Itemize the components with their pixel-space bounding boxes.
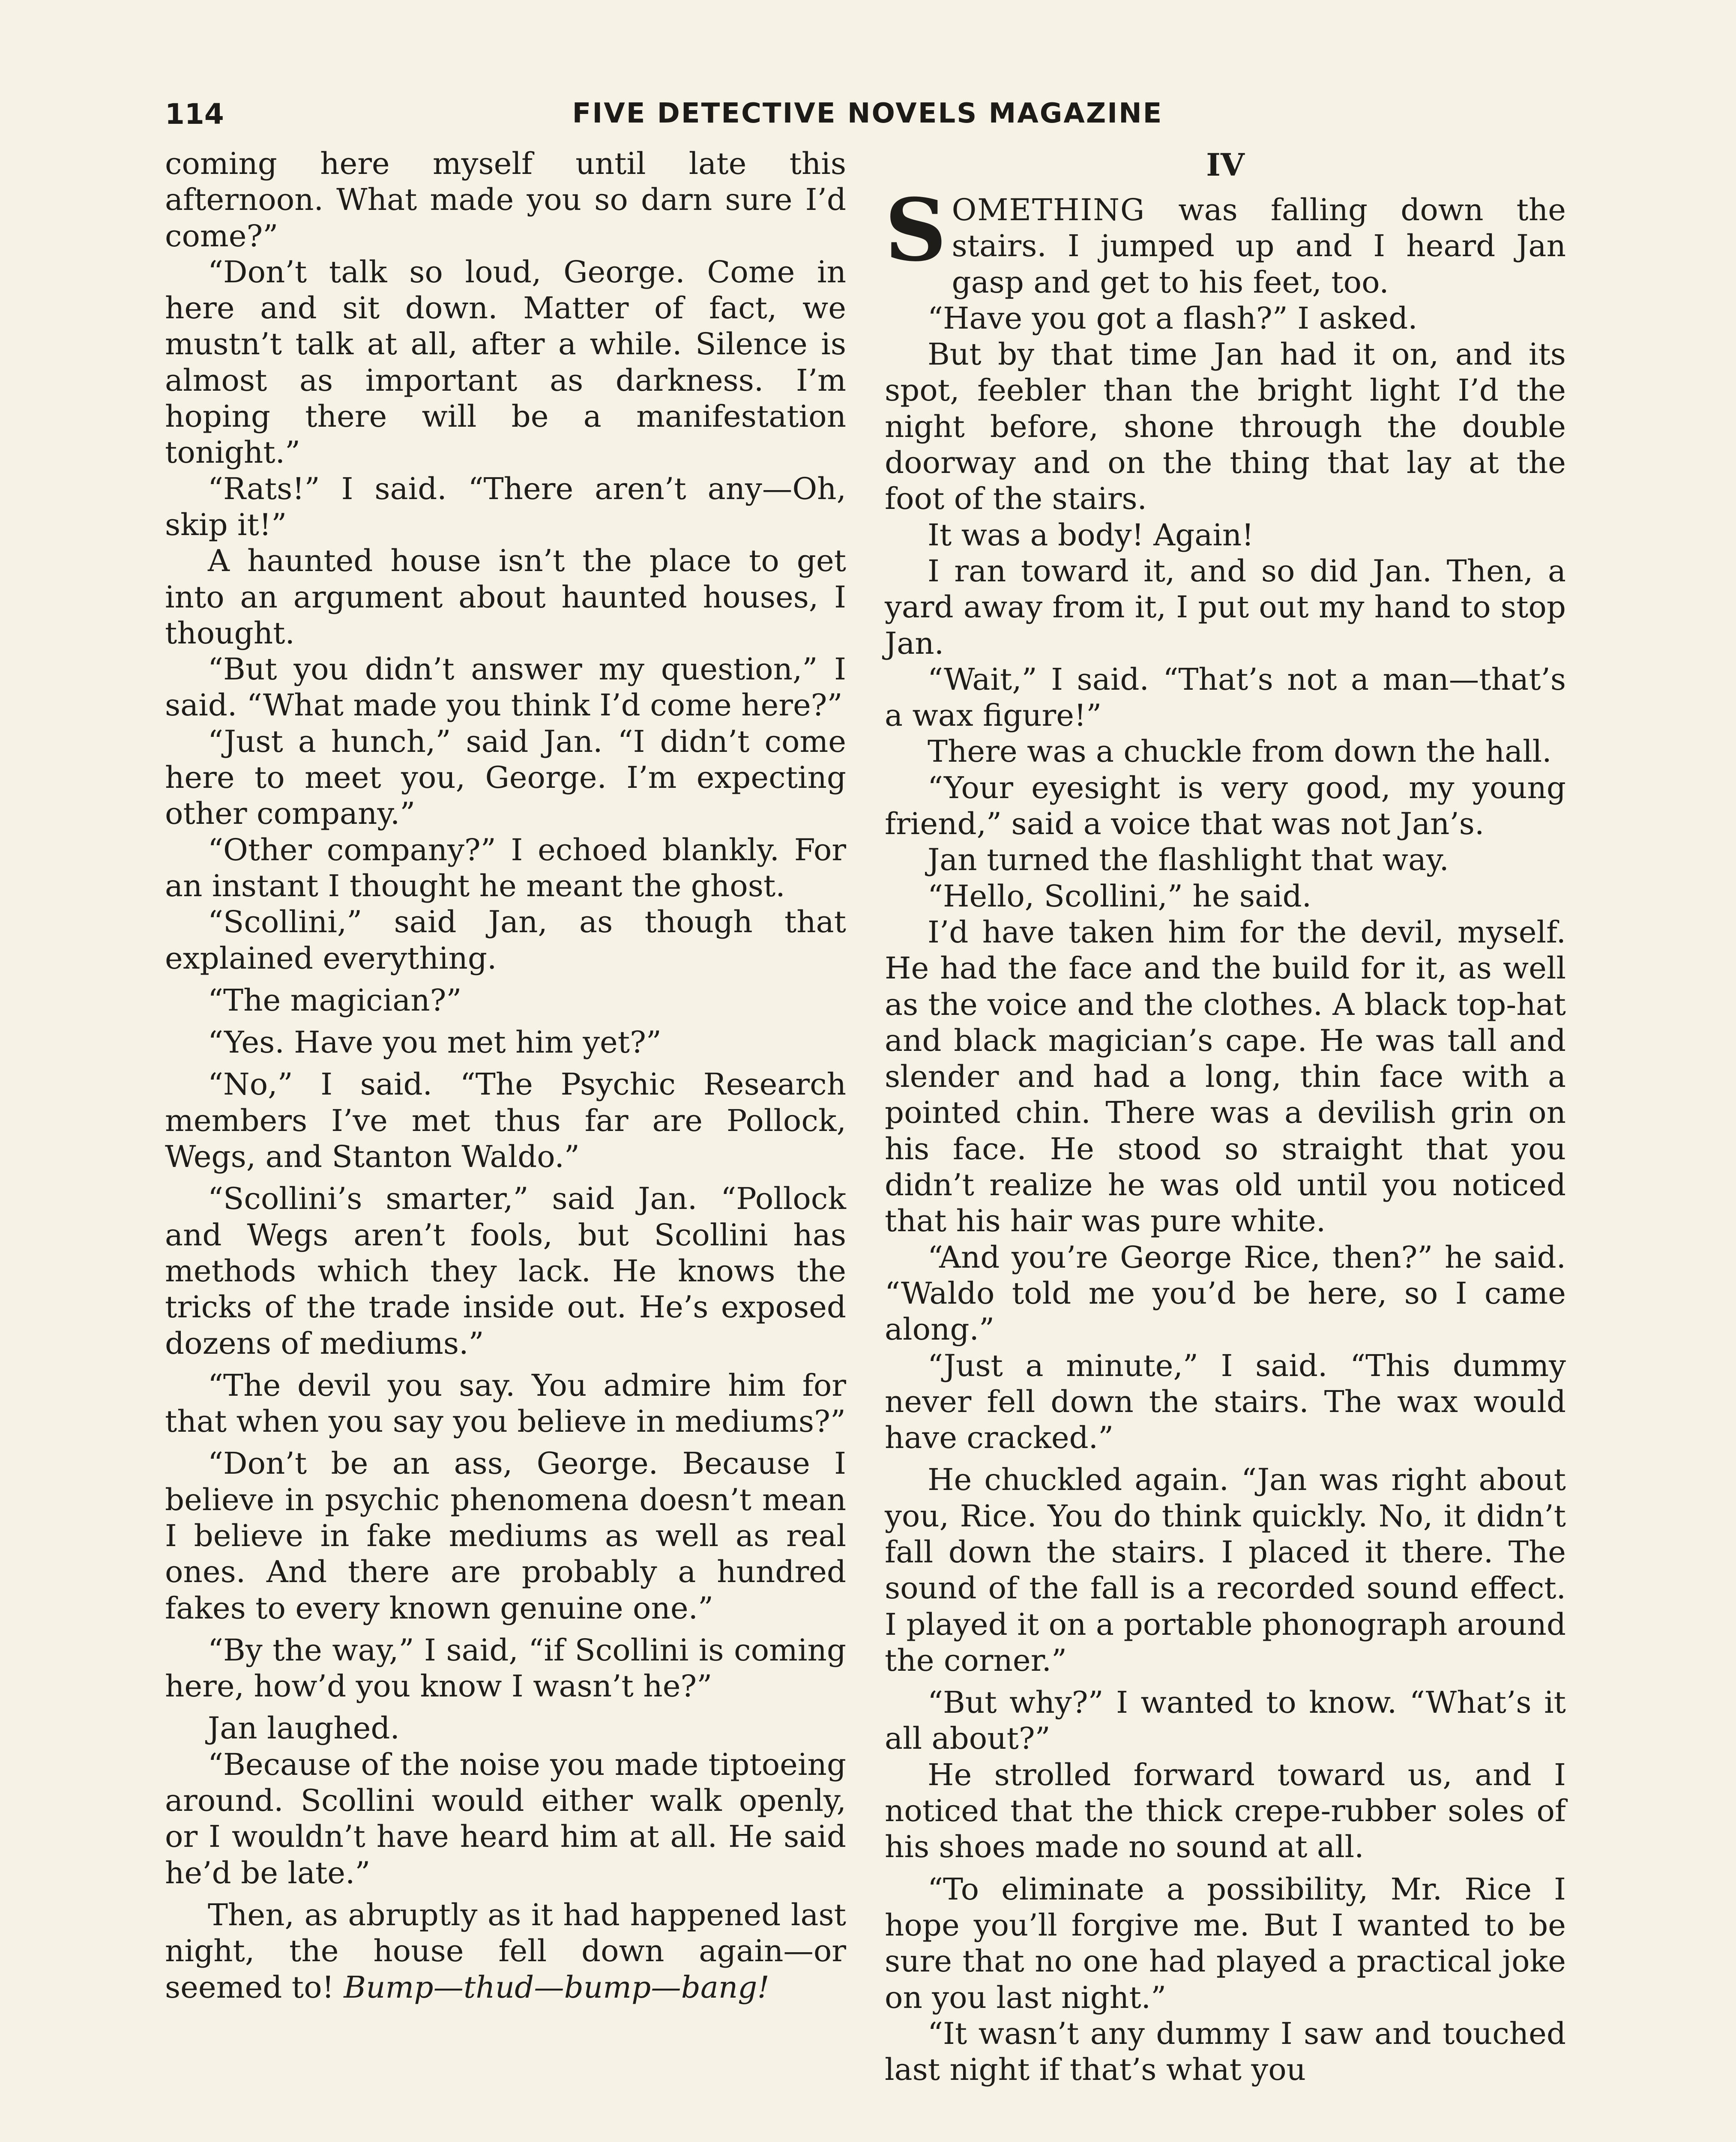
paragraph: I ran toward it, and so did Jan. Then, a yard away from it, I put out my hand to stop Jan. <box>885 553 1566 661</box>
paragraph: “Just a hunch,” said Jan. “I didn’t come here to meet you, George. I’m expecting other company.” <box>165 724 846 832</box>
right-column <box>885 146 1566 2088</box>
paragraph: “Yes. Have you met him yet?” <box>208 1025 661 1060</box>
paragraph: “Wait,” I said. “That’s not a man—that’s a wax figure!” <box>885 661 1566 733</box>
opening-text: was falling down the stairs. I jumped up and I heard Jan gasp and get to his feet, too. <box>952 192 1566 300</box>
paragraph: “The magician?” <box>208 982 462 1018</box>
paragraph: A haunted house isn’t the place to get into an argument about haunted houses, I thought. <box>165 543 846 651</box>
sound-effect-text: Bump—thud—bump—bang! <box>344 1969 769 2005</box>
paragraph: “And you’re George Rice, then?” he said. “Waldo told me you’d be here, so I came along.” <box>885 1239 1566 1347</box>
paragraph: “Other company?” I echoed blankly. For an instant I thought he meant the ghost. <box>165 832 846 903</box>
paragraph: “Hello, Scollini,” he said. <box>928 878 1312 914</box>
paragraph: Jan laughed. <box>208 1711 400 1746</box>
paragraph: “Don’t talk so loud, George. Come in here and sit down. Matter of fact, we mustn’t talk at all, after a while. Silence is almost as important as darkness. I’m hoping there will be a manifestation tonight.” <box>165 254 846 470</box>
paragraph: I’d have taken him for the devil, myself. He had the face and the build for it, as well as the voice and the clothes. A black top-hat and black magician’s cape. He was tall and slender and had a long, thin face with a pointed chin. There was a devilish grin on his face. He stood so straight that you didn’t realize he was old until you noticed that his hair was pure white. <box>885 914 1566 1239</box>
drop-cap: S <box>885 180 947 281</box>
paragraph: “To eliminate a possibility, Mr. Rice I hope you’ll forgive me. But I wanted to be sure that no one had played a practical joke on you last night.” <box>885 1871 1566 2015</box>
paragraph: “It wasn’t any dummy I saw and touched last night if that’s what you <box>885 2016 1566 2088</box>
paragraph: “Your eyesight is very good, my young friend,” said a voice that was not Jan’s. <box>885 770 1566 842</box>
paragraph: “Scollini,” said Jan, as though that explained everything. <box>165 904 846 976</box>
opening-caps: OMETHING <box>952 192 1146 227</box>
paragraph: “No,” I said. “The Psychic Research members I’ve met thus far are Pollock, Wegs, and Stanton Waldo.” <box>165 1067 846 1175</box>
paragraph: “Scollini’s smarter,” said Jan. “Pollock and Wegs aren’t fools, but Scollini has methods which they lack. He knows the tricks of the trade inside out. He’s exposed dozens of mediums.” <box>165 1181 846 1361</box>
paragraph: “But why?” I wanted to know. “What’s it all about?” <box>885 1685 1566 1756</box>
paragraph: “Rats!” I said. “There aren’t any—Oh, skip it!” <box>165 471 846 542</box>
paragraph: Jan turned the flashlight that way. <box>928 842 1449 878</box>
paragraph: “Because of the noise you made tiptoeing around. Scollini would either walk openly, or I wouldn’t have heard him at all. He said he’d be late.” <box>165 1747 846 1891</box>
closing-text: Then, as abruptly as it had happened last night, the house fell down again—or seemed to! <box>165 1897 846 2005</box>
page-number: 114 <box>165 98 224 131</box>
opening-paragraph <box>885 180 1566 300</box>
paragraph: “Don’t be an ass, George. Because I believe in psychic phenomena doesn’t mean I believe in fake mediums as well as real ones. And there are probably a hundred fakes to every known genuine one.” <box>165 1446 846 1626</box>
running-title: FIVE DETECTIVE NOVELS MAGAZINE <box>572 98 1163 129</box>
paragraph: But by that time Jan had it on, and its spot, feebler than the bright light I’d the night before, shone through the double doorway and on the thing that lay at the foot of the stairs. <box>885 337 1566 517</box>
paragraph: There was a chuckle from down the hall. <box>928 734 1552 769</box>
paragraph: “The devil you say. You admire him for that when you say you believe in mediums?” <box>165 1367 846 1439</box>
paragraph: “Just a minute,” I said. “This dummy never fell down the stairs. The wax would have cracked.” <box>885 1348 1566 1456</box>
section-heading: IV <box>1206 147 1245 183</box>
paragraph: He strolled forward toward us, and I noticed that the thick crepe-rubber soles of his shoes made no sound at all. <box>885 1757 1566 1865</box>
page-header <box>165 98 1570 132</box>
paragraph: “By the way,” I said, “if Scollini is coming here, how’d you know I wasn’t he?” <box>165 1632 846 1704</box>
left-column <box>165 146 846 2005</box>
paragraph: He chuckled again. “Jan was right about you, Rice. You do think quickly. No, it didn’t fall down the stairs. I placed it there. The sound of the fall is a recorded sound effect. I played it on a portable phonograph around the corner.” <box>885 1462 1566 1678</box>
paragraph: coming here myself until late this afternoon. What made you so darn sure I’d come?” <box>165 146 846 254</box>
paragraph: “But you didn’t answer my question,” I said. “What made you think I’d come here?” <box>165 652 846 723</box>
paragraph: It was a body! Again! <box>928 517 1254 553</box>
paragraph: “Have you got a flash?” I asked. <box>928 300 1418 336</box>
closing-paragraph <box>165 1897 846 2005</box>
